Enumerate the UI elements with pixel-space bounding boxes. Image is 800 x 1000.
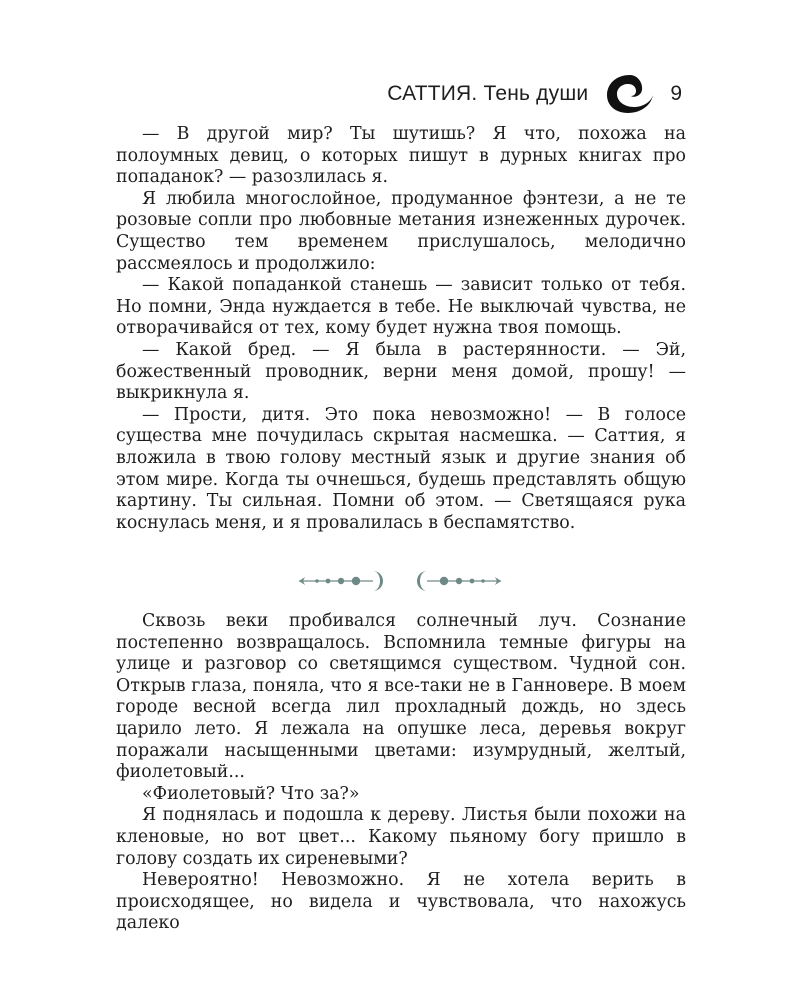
paragraph: Сквозь веки пробивался солнечный луч. Сознание постепенно возвращалось. Вспомнила темные фигуры на улице и разговор со светящимся существом. Чудной сон. Открыв глаза, поняла, что я все-таки не в Ганновере. В моем городе весной всегда лил прохладный дождь, но здесь царило лето. Я лежала на опушке леса, деревья вокруг поражали насыщенными цветами: изумрудный, желтый, фиолетовый... bbox=[116, 611, 686, 783]
paragraph: «Фиолетовый? Что за?» bbox=[142, 783, 360, 804]
paragraph: — Прости, дитя. Это пока невозможно! — В голосе существа мне почудилась скрытая насмешка. — Саттия, я вложила в твою голову местный язык и другие знания об этом мире. Когда ты очнешься, будешь представлять общую картину. Ты сильная. Помни об этом. — Светящаяся рука коснулась меня, и я провалилась в беспамятство. bbox=[116, 404, 686, 533]
paragraph: Я поднялась и подошла к дереву. Листья были похожи на кленовые, но вот цвет... Какому пьяному богу пришло в голову создать их сиреневыми? bbox=[116, 805, 686, 869]
paragraph: — В другой мир? Ты шутишь? Я что, похожа на полоумных девиц, о которых пишут в дурных книгах про попаданок? — разозлилась я. bbox=[116, 124, 686, 188]
page-number: 9 bbox=[670, 82, 682, 105]
paragraph: — Какой попаданкой станешь — зависит только от тебя. Но помни, Энда нуждается в тебе. Не выключай чувства, не отворачивайся от тех, кому будет нужна твоя помощь. bbox=[116, 275, 686, 339]
running-header bbox=[387, 72, 682, 116]
text-block-upper bbox=[116, 124, 686, 534]
paragraph: Невероятно! Невозможно. Я не хотела верить в происходящее, но видела и чувствовала, что нахожусь далеко bbox=[116, 870, 686, 934]
paragraph: Я любила многослойное, продуманное фэнтези, а не те розовые сопли про любовные метания изнеженных дурочек. Существо тем временем прислушалось, мелодично рассмеялось и продолжило: bbox=[116, 188, 686, 274]
text-block-lower bbox=[116, 611, 686, 935]
crescent-swirl-icon bbox=[604, 72, 656, 116]
paragraph: — Какой бред. — Я была в растерянности. — Эй, божественный проводник, верни меня домой, прошу! — выкрикнула я. bbox=[116, 339, 686, 404]
crescent-moons-divider-icon bbox=[295, 566, 505, 596]
running-title: САТТИЯ. Тень души bbox=[387, 82, 589, 105]
section-divider bbox=[0, 566, 800, 596]
